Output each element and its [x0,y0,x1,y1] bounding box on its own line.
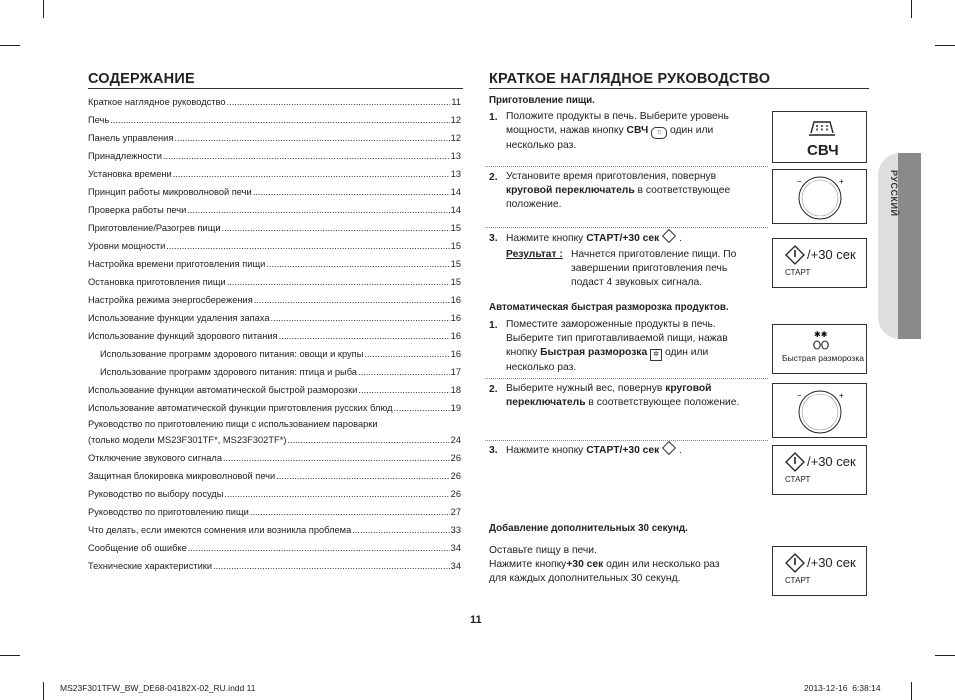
guide-title-rule [489,88,869,89]
toc-entry [88,486,461,500]
defrost-step1-line [506,346,771,361]
toc-entry-title: Печь [88,115,110,125]
toc-leader-dots [271,313,450,324]
toc-entry-title: Использование функции автоматической быстрой разморозки [88,385,358,395]
toc-entry-page: 34 [450,561,461,571]
toc-entry-title: Использование программ здорового питания: птица и рыба [100,367,357,377]
toc-leader-dots [187,205,449,216]
toc-entry [88,558,461,572]
toc-entry-title: Сообщение об ошибке [88,543,187,553]
cooking-heading: Приготовление пищи. [489,95,595,106]
add30-line: Оставьте пищу в печи. [489,545,597,556]
text-span: один или [667,125,714,136]
toc-entry-page: 11 [451,97,461,107]
start-diamond-icon [785,245,805,265]
toc-entry-page: 15 [450,259,461,269]
toc-entry-title: Технические характеристики [88,561,213,571]
cooking-step2-line: положение. [506,199,562,210]
defrost-step3-number: 3. [489,445,498,456]
toc-leader-dots [227,97,451,108]
toc-entry-title: Краткое наглядное руководство [88,97,226,107]
toc-entry-page: 17 [450,367,461,377]
crop-mark [911,682,912,700]
toc-entry-title: Руководство по выбору посуды [88,489,224,499]
crop-mark [935,655,955,656]
cooking-step1-line: Положите продукты в печь. Выберите уровень [506,111,729,122]
toc-entry [88,220,461,234]
start-panel-sub: СТАРТ [785,576,811,585]
dial-panel [772,383,867,438]
add30-line: для каждых дополнительных 30 секунд. [489,573,681,584]
defrost-small-icon: ✲ [650,349,662,361]
defrost-button-name: Быстрая разморозка [540,347,648,358]
toc-entry-page: 26 [450,453,461,463]
cooking-step2-line [506,184,771,198]
toc-entry-page: 16 [450,349,461,359]
toc-leader-dots [250,507,450,518]
defrost-step2-line [506,396,771,410]
result-line: завершении приготовления печь [571,263,728,274]
toc-entry [88,130,461,144]
toc-entry-title: (только модели MS23F301TF*, MS23F302TF*) [88,435,287,445]
toc-leader-dots [266,259,449,270]
start-diamond-small-icon [662,441,676,455]
text-span: один или несколько раз [603,559,720,570]
toc-entry-page: 26 [450,489,461,499]
language-tab-label: РУССКИЙ [889,170,899,217]
cooking-step2-text [506,170,771,212]
result-label [506,248,563,262]
defrost-step1-line: Выберите тип приготавливаемой пищи, нажав [506,333,728,344]
toc-entry [88,504,461,518]
crop-mark [0,655,20,656]
text-span: кнопку [506,347,541,358]
defrost-step3-text [506,443,771,458]
toc-entry [88,184,461,198]
toc-entry-page: 34 [450,543,461,553]
crop-mark [0,45,20,46]
toc-entry-title: Отключение звукового сигнала [88,453,223,463]
defrost-step2-number: 2. [489,384,498,395]
toc-entry [88,540,461,554]
toc-title: СОДЕРЖАНИЕ [88,71,195,87]
toc-leader-dots [174,133,449,144]
add30-heading: Добавление дополнительных 30 секунд. [489,523,688,534]
cooking-step2-line: Установите время приготовления, повернув [506,171,717,182]
toc-entry-page: 13 [450,169,461,179]
toc-entry-page: 14 [450,187,461,197]
toc-title-rule [88,88,463,89]
text-span: . [676,445,682,456]
defrost-panel-label: Быстрая разморозка [782,353,864,363]
add30-line [489,558,769,572]
svch-small-icon: ⁝⁝ [651,127,667,139]
toc-entry [88,238,461,252]
defrost-step1-text [506,318,771,375]
toc-entry-title: Установка времени [88,169,172,179]
start-panel-sub: СТАРТ [785,268,811,277]
toc-entry-title-line1: Руководство по приготовлению пищи с использованием пароварки [88,419,378,429]
cooking-step3-text [506,231,771,246]
text-span: Нажмите кнопку [489,559,567,570]
toc-leader-dots [224,489,449,500]
defrost-step1-line: несколько раз. [506,362,577,373]
toc-entry-page: 26 [450,471,461,481]
text-span: Нажмите кнопку [506,445,587,456]
cooking-step1-number: 1. [489,112,498,123]
start-panel [772,445,867,495]
toc-entry-page: 18 [450,385,461,395]
toc-entry [100,364,461,378]
toc-leader-dots [287,435,449,446]
start-panel [772,546,867,596]
toc-leader-dots [188,543,450,554]
toc-entry-page: 15 [450,277,461,287]
svg-text:−: − [797,391,802,400]
toc-leader-dots [364,349,449,360]
toc-entry-title: Принцип работы микроволновой печи [88,187,252,197]
cooking-step3-line [506,231,771,246]
divider [485,166,768,167]
defrost-step2-text [506,382,771,410]
toc-entry-page: 19 [450,403,461,413]
toc-entry-page: 13 [450,151,461,161]
toc-leader-dots [213,561,450,572]
start-button-name: СТАРТ/+30 сек [586,445,660,456]
toc-entry-title: Использование программ здорового питания: овощи и крупы [100,349,364,359]
toc-entry-page: 15 [450,223,461,233]
toc-entry-page: 16 [450,295,461,305]
defrost-step1-line: Поместите замороженные продукты в печь. [506,319,716,330]
dial-knob-icon [773,170,868,225]
toc-leader-dots [253,187,450,198]
toc-entry-page: 33 [450,525,461,535]
start-button-name: СТАРТ/+30 сек [586,233,660,244]
toc-leader-dots [227,277,450,288]
crop-mark [911,0,912,18]
start-diamond-icon [785,452,805,472]
text-span: в соответствующее положение. [585,397,740,408]
toc-entry-title: Приготовление/Разогрев пищи [88,223,221,233]
toc-leader-dots [166,241,449,252]
toc-entry-title: Остановка приготовления пищи [88,277,226,287]
toc-entry [88,112,461,126]
toc-leader-dots [173,169,450,180]
toc-entry-title: Проверка работы печи [88,205,187,215]
toc-entry-title: Что делать, если имеются сомнения или возникла проблема [88,525,352,535]
svch-label: СВЧ [807,142,839,159]
cooking-step1-line: несколько раз. [506,140,577,151]
toc-entry-page: 15 [450,241,461,251]
page-number: 11 [470,614,482,626]
cooking-step2-number: 2. [489,172,498,183]
start-panel-label: /+30 сек [807,247,856,262]
toc-leader-dots [358,385,449,396]
result-line: Начнется приготовление пищи. По [571,249,737,260]
svg-text:−: − [797,177,802,186]
toc-leader-dots [276,471,449,482]
microwave-waves-icon [807,116,837,138]
start-panel-sub: СТАРТ [785,475,811,484]
text-span: Нажмите кнопку [506,233,587,244]
start-diamond-icon [785,553,805,573]
text-span: один или [662,347,709,358]
toc-entry [88,450,461,464]
snowflake-drops-icon [811,329,831,351]
result-text [571,248,771,290]
svg-text:+: + [839,391,844,400]
toc-entry [88,310,461,324]
divider [485,227,768,228]
toc-entry [88,94,461,108]
dial-knob-icon [773,384,868,439]
defrost-step3-line [506,443,771,458]
toc-entry [88,292,461,306]
toc-entry [88,166,461,180]
cooking-step3-number: 3. [489,233,498,244]
footer-right: 2013-12-16 ⁮⁮ 6:38:14 [804,683,881,693]
toc-entry-page: 14 [450,205,461,215]
dial-panel [772,169,867,224]
text-span: Выберите нужный вес, повернув [506,383,666,394]
toc-entry [100,346,461,360]
text-bold: круговой [665,383,712,394]
toc-entry [88,328,461,342]
guide-title: КРАТКОЕ НАГЛЯДНОЕ РУКОВОДСТВО [489,71,771,87]
language-tab-bar [898,153,921,339]
defrost-panel [772,324,867,374]
toc-entry-title: Использование автоматической функции приготовления русских блюд [88,403,393,413]
result-label-text: Результат : [506,249,563,260]
toc-entry [88,522,461,536]
toc-entry-page: 24 [450,435,461,445]
start-diamond-small-icon [662,229,676,243]
cooking-step1-line [506,124,771,139]
toc-entry-page: 16 [450,331,461,341]
start-panel-label: /+30 сек [807,454,856,469]
toc-entry [88,382,461,396]
toc-entry [88,432,461,446]
svch-button-name: СВЧ [626,125,649,136]
start-panel-label: /+30 сек [807,555,856,570]
toc-entry-page: 27 [450,507,461,517]
toc-entry [88,400,461,414]
toc-leader-dots [394,403,450,414]
toc-entry [88,274,461,288]
toc-entry [88,148,461,162]
divider [485,440,768,441]
toc-entry-title: Настройка времени приготовления пищи [88,259,266,269]
footer-left: MS23F301TFW_BW_DE68-04182X-02_RU.indd 11 [60,683,256,693]
toc-leader-dots [358,367,450,378]
toc-entry-title: Защитная блокировка микроволновой печи [88,471,276,481]
defrost-step1-number: 1. [489,320,498,331]
toc-leader-dots [254,295,450,306]
toc-entry [88,202,461,216]
toc-entry-title: Настройка режима энергосбережения [88,295,253,305]
defrost-step2-line [506,382,771,396]
text-span: в соответствующее [634,185,731,196]
add30-text [489,544,769,586]
result-line: подаст 4 звуковых сигнала. [571,277,703,288]
toc-entry-page: 16 [450,313,461,323]
divider [485,378,768,379]
toc-leader-dots [279,331,450,342]
toc-entry-title: Использование функций здорового питания [88,331,278,341]
cooking-step1-text [506,110,771,153]
crop-mark [935,45,955,46]
svg-text:✱✱: ✱✱ [814,330,828,339]
toc-leader-dots [163,151,450,162]
text-bold: круговой переключатель [506,185,635,196]
start-panel [772,238,867,288]
toc-leader-dots [352,525,449,536]
toc-entry-page: 12 [450,133,461,143]
text-bold: переключатель [506,397,586,408]
toc-entry [88,256,461,270]
crop-mark [43,682,44,700]
text-span: . [676,233,682,244]
toc-leader-dots [222,223,450,234]
toc-entry-page: 12 [450,115,461,125]
toc-entry-title: Панель управления [88,133,174,143]
toc-leader-dots [223,453,450,464]
toc-entry [88,468,461,482]
toc-entry-title: Использование функции удаления запаха [88,313,270,323]
defrost-heading: Автоматическая быстрая разморозка продуктов. [489,302,729,313]
toc-entry-title: Руководство по приготовлению пищи [88,507,249,517]
text-span: мощности, нажав кнопку [506,125,627,136]
text-bold: +30 сек [566,559,604,570]
toc-entry-title: Уровни мощности [88,241,166,251]
svg-text:+: + [839,177,844,186]
svch-panel [772,111,867,163]
toc-entry-title: Принадлежности [88,151,162,161]
toc-leader-dots [110,115,449,126]
crop-mark [43,0,44,18]
